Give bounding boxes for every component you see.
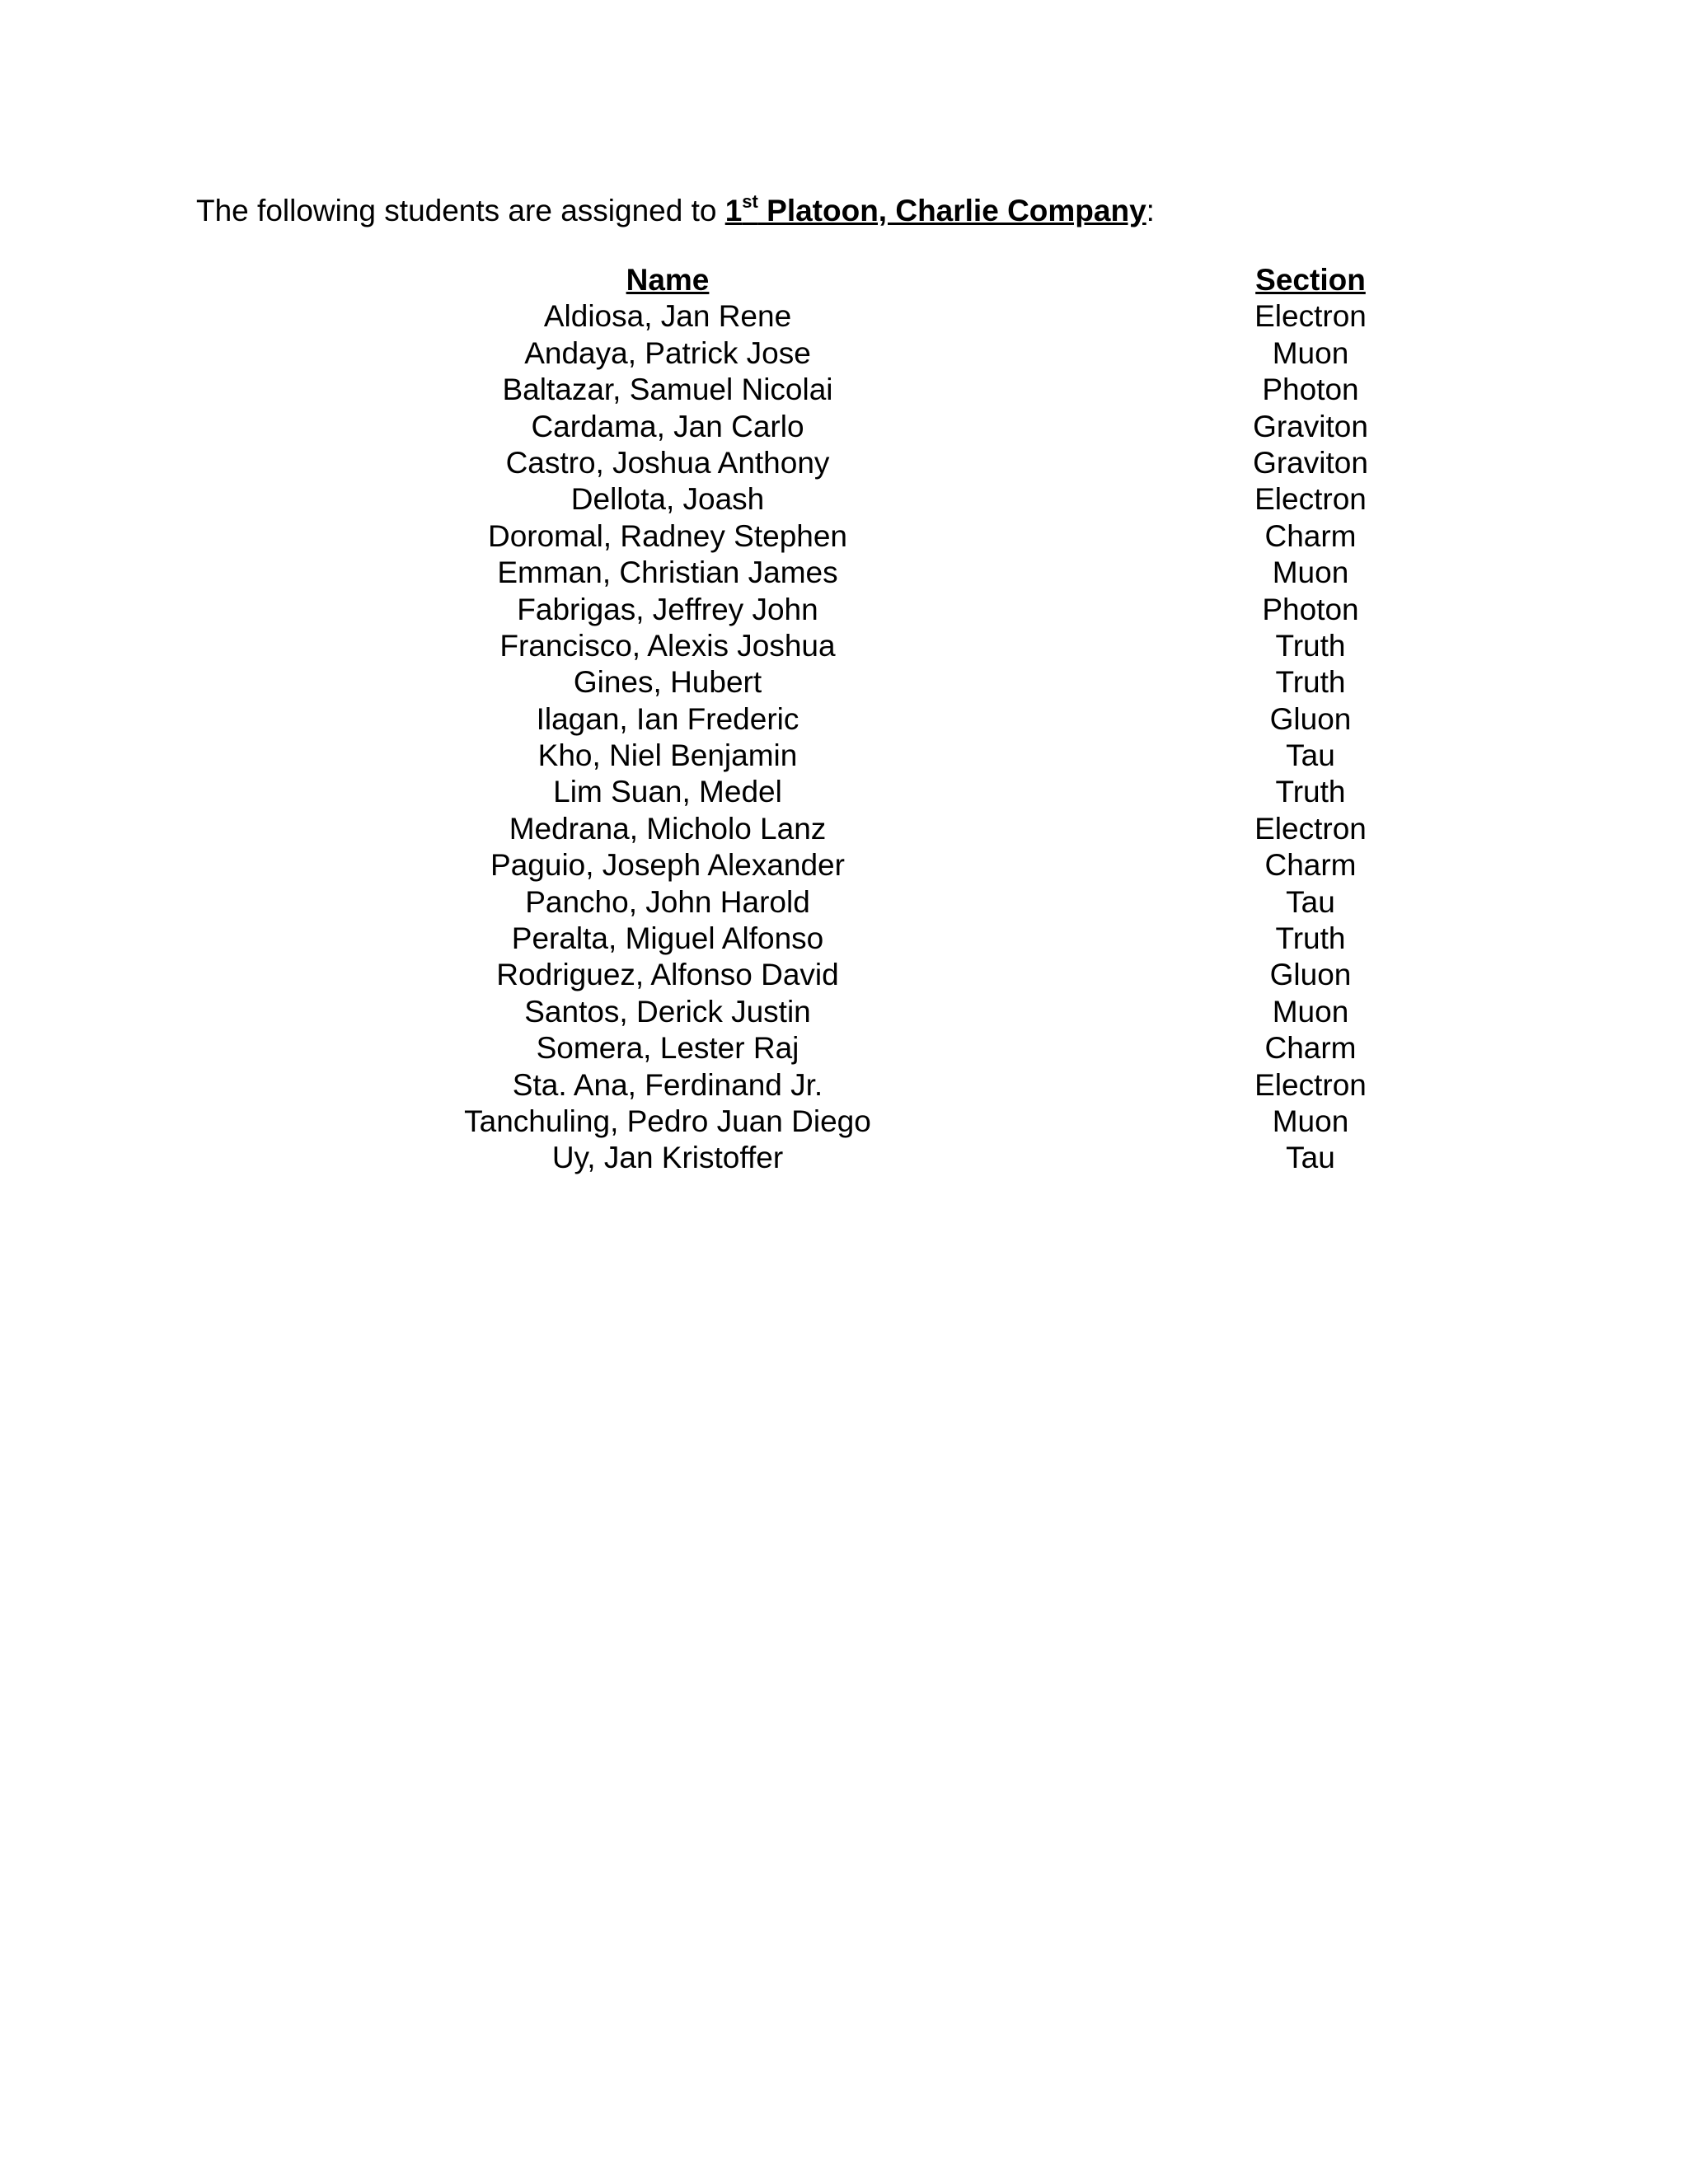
section-cell: Muon <box>1272 335 1349 370</box>
student-name-cell: Paguio, Joseph Alexander <box>490 848 845 883</box>
section-cell: Charm <box>1264 1031 1357 1066</box>
intro-sentence <box>196 190 1155 232</box>
table-row <box>0 555 1688 591</box>
table-row <box>0 1140 1688 1176</box>
ordinal-suffix: st <box>742 191 758 212</box>
section-cell: Tau <box>1286 1141 1335 1175</box>
student-name-cell: Cardama, Jan Carlo <box>531 409 804 443</box>
section-cell: Photon <box>1262 373 1359 407</box>
student-name-cell: Uy, Jan Kristoffer <box>551 1141 784 1175</box>
table-row <box>0 994 1688 1030</box>
intro-lead: The following students are assigned to <box>196 194 725 227</box>
student-name-cell: Emman, Christian James <box>497 555 838 590</box>
table-row <box>0 592 1688 628</box>
table-row <box>0 481 1688 518</box>
table-row <box>0 1030 1688 1066</box>
student-name-cell: Castro, Joshua Anthony <box>505 445 830 480</box>
student-name-cell: Somera, Lester Raj <box>536 1031 799 1066</box>
section-cell: Electron <box>1254 299 1367 334</box>
student-name-cell: Lim Suan, Medel <box>553 775 782 809</box>
section-cell: Truth <box>1275 628 1346 663</box>
intro-colon: : <box>1146 194 1155 227</box>
student-name-cell: Fabrigas, Jeffrey John <box>517 592 818 626</box>
section-cell: Charm <box>1264 848 1357 883</box>
section-cell: Electron <box>1254 811 1367 846</box>
table-row <box>0 921 1688 957</box>
ordinal-number: 1 <box>724 194 743 227</box>
section-cell: Truth <box>1275 775 1346 809</box>
table-header-row <box>0 262 1688 298</box>
student-name-cell: Peralta, Miguel Alfonso <box>511 921 824 956</box>
student-name-cell: Kho, Niel Benjamin <box>537 738 798 773</box>
section-cell: Tau <box>1286 884 1335 919</box>
table-row <box>0 298 1688 335</box>
student-name-cell: Sta. Ana, Ferdinand Jr. <box>512 1067 823 1102</box>
section-cell: Graviton <box>1253 409 1368 443</box>
student-name-cell: Rodriguez, Alfonso David <box>496 958 839 992</box>
assignment-unit <box>724 191 1146 227</box>
student-name-cell: Doromal, Radney Stephen <box>487 518 848 553</box>
student-name-cell: Francisco, Alexis Joshua <box>499 628 836 663</box>
section-cell: Graviton <box>1253 445 1368 480</box>
table-row <box>0 774 1688 810</box>
section-cell: Muon <box>1272 1104 1349 1138</box>
table-row <box>0 518 1688 555</box>
table-row <box>0 1104 1688 1140</box>
table-row <box>0 628 1688 664</box>
table-row <box>0 738 1688 774</box>
section-cell: Electron <box>1254 482 1367 517</box>
section-cell: Gluon <box>1269 701 1352 736</box>
unit-name: Platoon, Charlie Company <box>757 194 1146 227</box>
student-name-cell: Andaya, Patrick Jose <box>524 335 811 370</box>
table-row <box>0 701 1688 738</box>
student-name-cell: Gines, Hubert <box>573 665 762 700</box>
section-cell: Tau <box>1286 738 1335 773</box>
section-cell: Truth <box>1275 665 1346 700</box>
table-row <box>0 445 1688 481</box>
student-name-cell: Baltazar, Samuel Nicolai <box>502 373 833 407</box>
student-name-cell: Santos, Derick Justin <box>524 994 811 1029</box>
section-cell: Truth <box>1275 921 1346 956</box>
student-name-cell: Tanchuling, Pedro Juan Diego <box>464 1104 871 1138</box>
table-row <box>0 957 1688 993</box>
table-row <box>0 847 1688 883</box>
section-cell: Electron <box>1254 1067 1367 1102</box>
table-row <box>0 1067 1688 1104</box>
section-cell: Muon <box>1272 994 1349 1029</box>
student-name-cell: Medrana, Micholo Lanz <box>509 811 827 846</box>
student-name-cell: Ilagan, Ian Frederic <box>536 701 799 736</box>
table-body <box>0 298 1688 1176</box>
section-cell: Charm <box>1264 518 1357 553</box>
table-row <box>0 335 1688 372</box>
table-row <box>0 372 1688 408</box>
student-name-cell: Dellota, Joash <box>570 482 765 517</box>
student-name-cell: Pancho, John Harold <box>525 884 810 919</box>
table-row <box>0 664 1688 701</box>
student-roster-table <box>0 262 1688 1177</box>
table-row <box>0 409 1688 445</box>
section-column-header: Section <box>1255 263 1366 297</box>
section-cell: Muon <box>1272 555 1349 590</box>
student-name-cell: Aldiosa, Jan Rene <box>543 299 792 334</box>
name-column-header: Name <box>626 263 710 297</box>
table-row <box>0 884 1688 921</box>
table-row <box>0 811 1688 847</box>
section-cell: Photon <box>1262 592 1359 626</box>
section-cell: Gluon <box>1269 958 1352 992</box>
